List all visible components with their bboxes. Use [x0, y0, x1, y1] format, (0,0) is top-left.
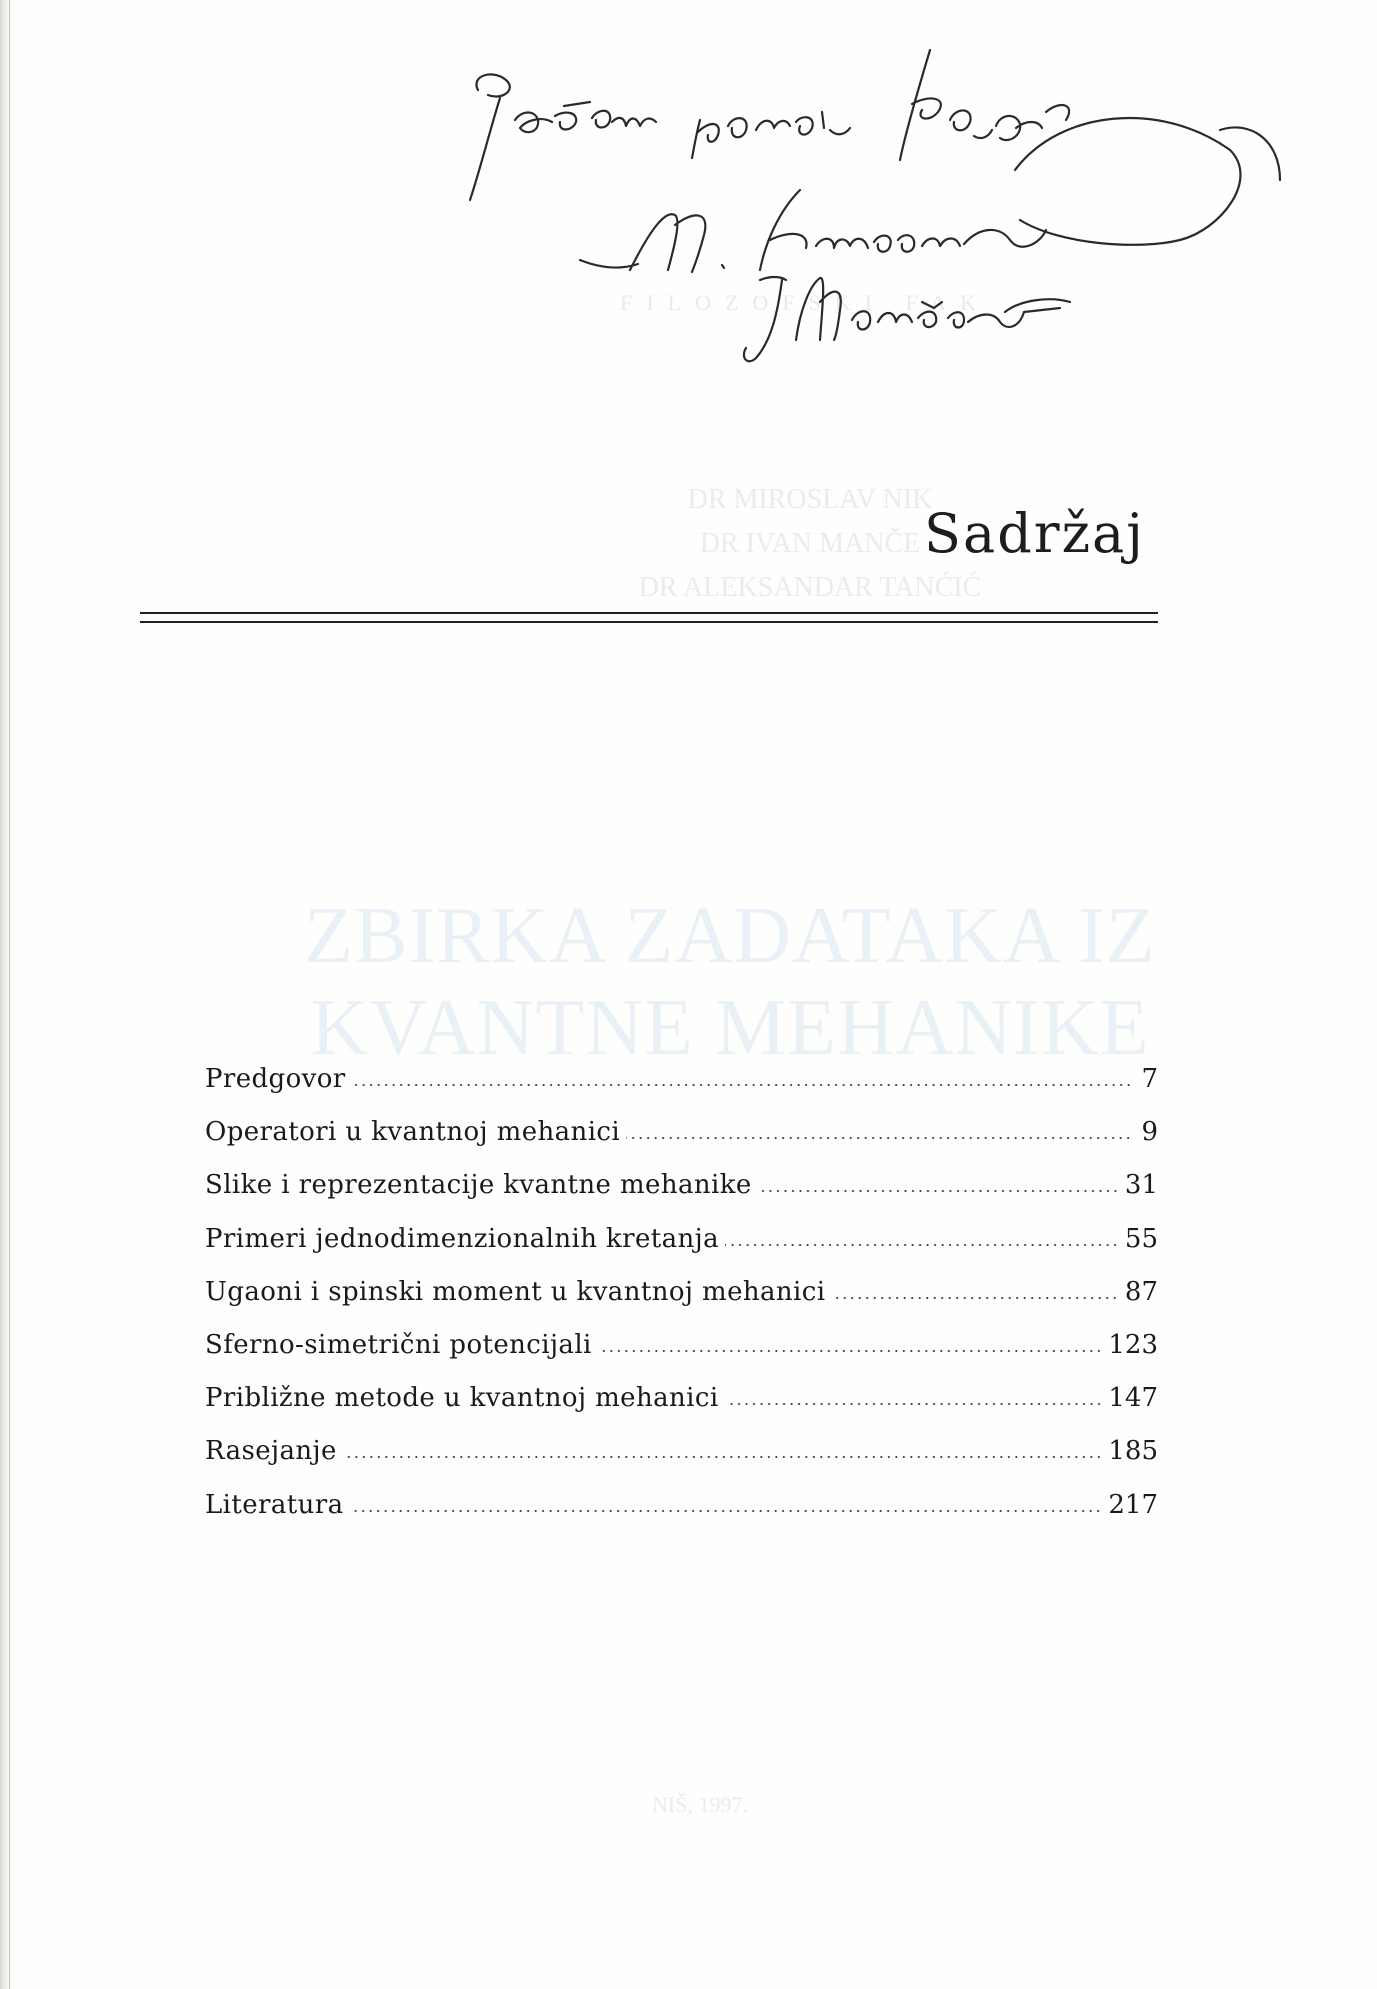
toc-entry-title: Približne metode u kvantnoj mehanici	[205, 1383, 719, 1414]
toc-entry-page-number: 31	[1124, 1170, 1158, 1201]
toc-entry-title: Rasejanje	[205, 1436, 337, 1467]
table-of-contents	[205, 1064, 1158, 1543]
toc-entry	[205, 1117, 1158, 1170]
toc-entry	[205, 1383, 1158, 1436]
handwritten-dedication	[460, 40, 1340, 370]
toc-entry-title: Primeri jednodimenzionalnih kretanja	[205, 1223, 720, 1254]
toc-leader-dots	[725, 1243, 1119, 1247]
toc-leader-dots	[343, 1455, 1103, 1459]
toc-entry-page-number: 9	[1141, 1117, 1158, 1148]
show-through-title-line: KVANTNE MEHANIKE	[310, 984, 1150, 1072]
toc-leader-dots	[831, 1296, 1118, 1300]
toc-leader-dots	[598, 1349, 1103, 1353]
page-edge-shadow	[0, 0, 14, 1989]
toc-entry-title: Ugaoni i spinski moment u kvantnoj mehanici	[205, 1276, 826, 1307]
toc-entry-title: Literatura	[205, 1489, 344, 1520]
toc-leader-dots	[758, 1189, 1119, 1193]
toc-entry-title: Operatori u kvantnoj mehanici	[205, 1117, 621, 1148]
toc-entry	[205, 1064, 1158, 1117]
toc-entry-page-number: 7	[1141, 1064, 1158, 1094]
toc-entry-title: Sferno-simetrični potencijali	[205, 1329, 592, 1360]
toc-entry-page-number: 147	[1108, 1383, 1158, 1414]
title-rule-top	[140, 612, 1158, 614]
toc-entry	[205, 1490, 1158, 1543]
toc-entry	[205, 1224, 1158, 1277]
toc-entry-page-number: 185	[1108, 1436, 1158, 1467]
toc-leader-dots	[352, 1083, 1132, 1087]
toc-entry	[205, 1170, 1158, 1223]
toc-entry-title: Predgovor	[205, 1064, 346, 1094]
toc-entry-page-number: 217	[1108, 1489, 1158, 1520]
toc-leader-dots	[626, 1136, 1132, 1140]
page-edge-line	[9, 0, 10, 1989]
toc-entry-page-number: 55	[1124, 1223, 1158, 1254]
toc-entry	[205, 1330, 1158, 1383]
title-rule-bottom	[140, 621, 1158, 623]
show-through-author-line: DR ALEKSANDAR TANĆIĆ	[638, 572, 982, 603]
toc-entry	[205, 1277, 1158, 1330]
toc-leader-dots	[725, 1402, 1103, 1406]
show-through-title	[205, 890, 1255, 1074]
show-through-author-line: DR MIROSLAV NIK	[687, 484, 933, 515]
page-title: Sadržaj	[924, 502, 1145, 565]
toc-leader-dots	[349, 1509, 1102, 1513]
toc-entry-page-number: 123	[1108, 1329, 1158, 1360]
show-through-title-line: ZBIRKA ZADATAKA IZ	[304, 892, 1156, 980]
show-through-faculty: FILOZOFSKI FAK	[620, 290, 990, 315]
show-through-author-line: DR IVAN MANČE	[699, 528, 921, 559]
toc-entry-page-number: 87	[1124, 1276, 1158, 1307]
toc-entry	[205, 1436, 1158, 1489]
show-through-imprint: NIŠ, 1997.	[652, 1792, 748, 1817]
toc-entry-title: Slike i reprezentacije kvantne mehanike	[205, 1170, 752, 1201]
